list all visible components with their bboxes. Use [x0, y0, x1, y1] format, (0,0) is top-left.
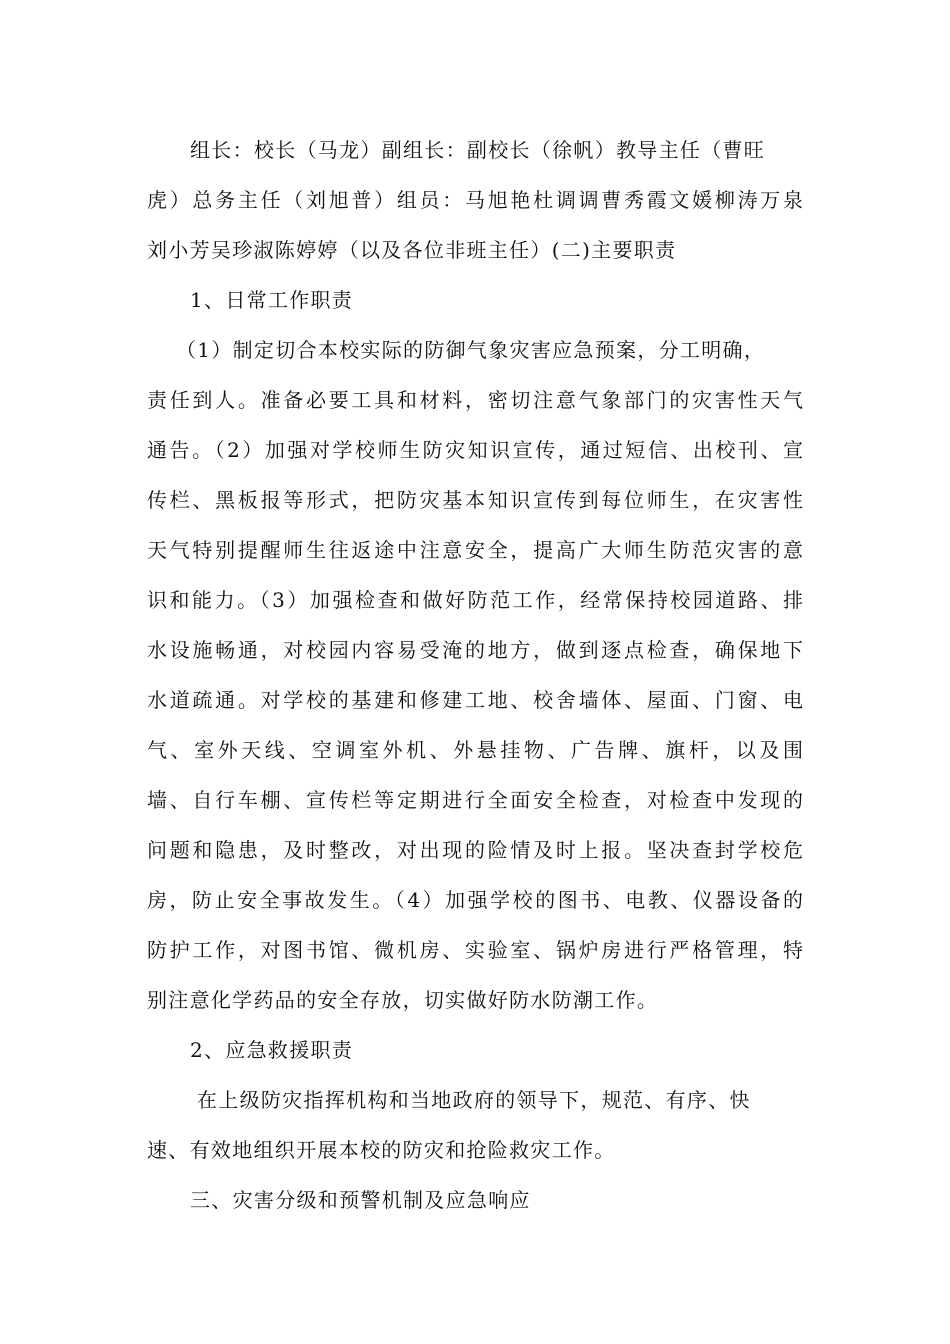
- text-line: 房，防止安全事故发生。（4）加强学校的图书、电教、仪器设备的: [147, 888, 803, 912]
- text-line: 组长：校长（马龙）副组长：副校长（徐帆）教导主任（曹旺: [190, 138, 766, 162]
- section-heading: 三、灾害分级和预警机制及应急响应: [190, 1188, 531, 1212]
- text-line: 水设施畅通，对校园内容易受淹的地方，做到逐点检查，确保地下: [147, 638, 803, 662]
- text-line: 防护工作，对图书馆、微机房、实验室、锅炉房进行严格管理，特: [147, 938, 803, 962]
- text-line: 速、有效地组织开展本校的防灾和抢险救灾工作。: [147, 1138, 616, 1162]
- text-line: 刘小芳吴珍淑陈婷婷（以及各位非班主任）(二)主要职责: [147, 238, 677, 262]
- text-line: 墙、自行车棚、宣传栏等定期进行全面安全检查，对检查中发现的: [147, 788, 803, 812]
- section-heading: 1、日常工作职责: [190, 288, 354, 312]
- text-line: 责任到人。准备必要工具和材料，密切注意气象部门的灾害性天气: [147, 388, 803, 412]
- text-line: 通告。（2）加强对学校师生防灾知识宣传，通过短信、出校刊、宣: [147, 438, 803, 462]
- text-line: 水道疏通。对学校的基建和修建工地、校舍墙体、屋面、门窗、电: [147, 688, 803, 712]
- text-line: 虎）总务主任（刘旭普）组员：马旭艳杜调调曹秀霞文媛柳涛万泉: [147, 188, 803, 212]
- text-line: 天气特别提醒师生往返途中注意安全，提高广大师生防范灾害的意: [147, 538, 803, 562]
- text-line: 别注意化学药品的安全存放，切实做好防水防潮工作。: [147, 988, 659, 1012]
- text-line: 问题和隐患，及时整改，对出现的险情及时上报。坚决查封学校危: [147, 838, 803, 862]
- text-line: 气、室外天线、空调室外机、外悬挂物、广告牌、旗杆，以及围: [147, 738, 803, 762]
- text-line: 识和能力。（3）加强检查和做好防范工作，经常保持校园道路、排: [147, 588, 803, 612]
- text-line: 在上级防灾指挥机构和当地政府的领导下，规范、有序、快: [197, 1088, 751, 1112]
- text-line: 传栏、黑板报等形式，把防灾基本知识宣传到每位师生，在灾害性: [147, 488, 803, 512]
- text-line: （1）制定切合本校实际的防御气象灾害应急预案，分工明确，: [176, 338, 766, 362]
- section-heading: 2、应急救援职责: [190, 1038, 354, 1062]
